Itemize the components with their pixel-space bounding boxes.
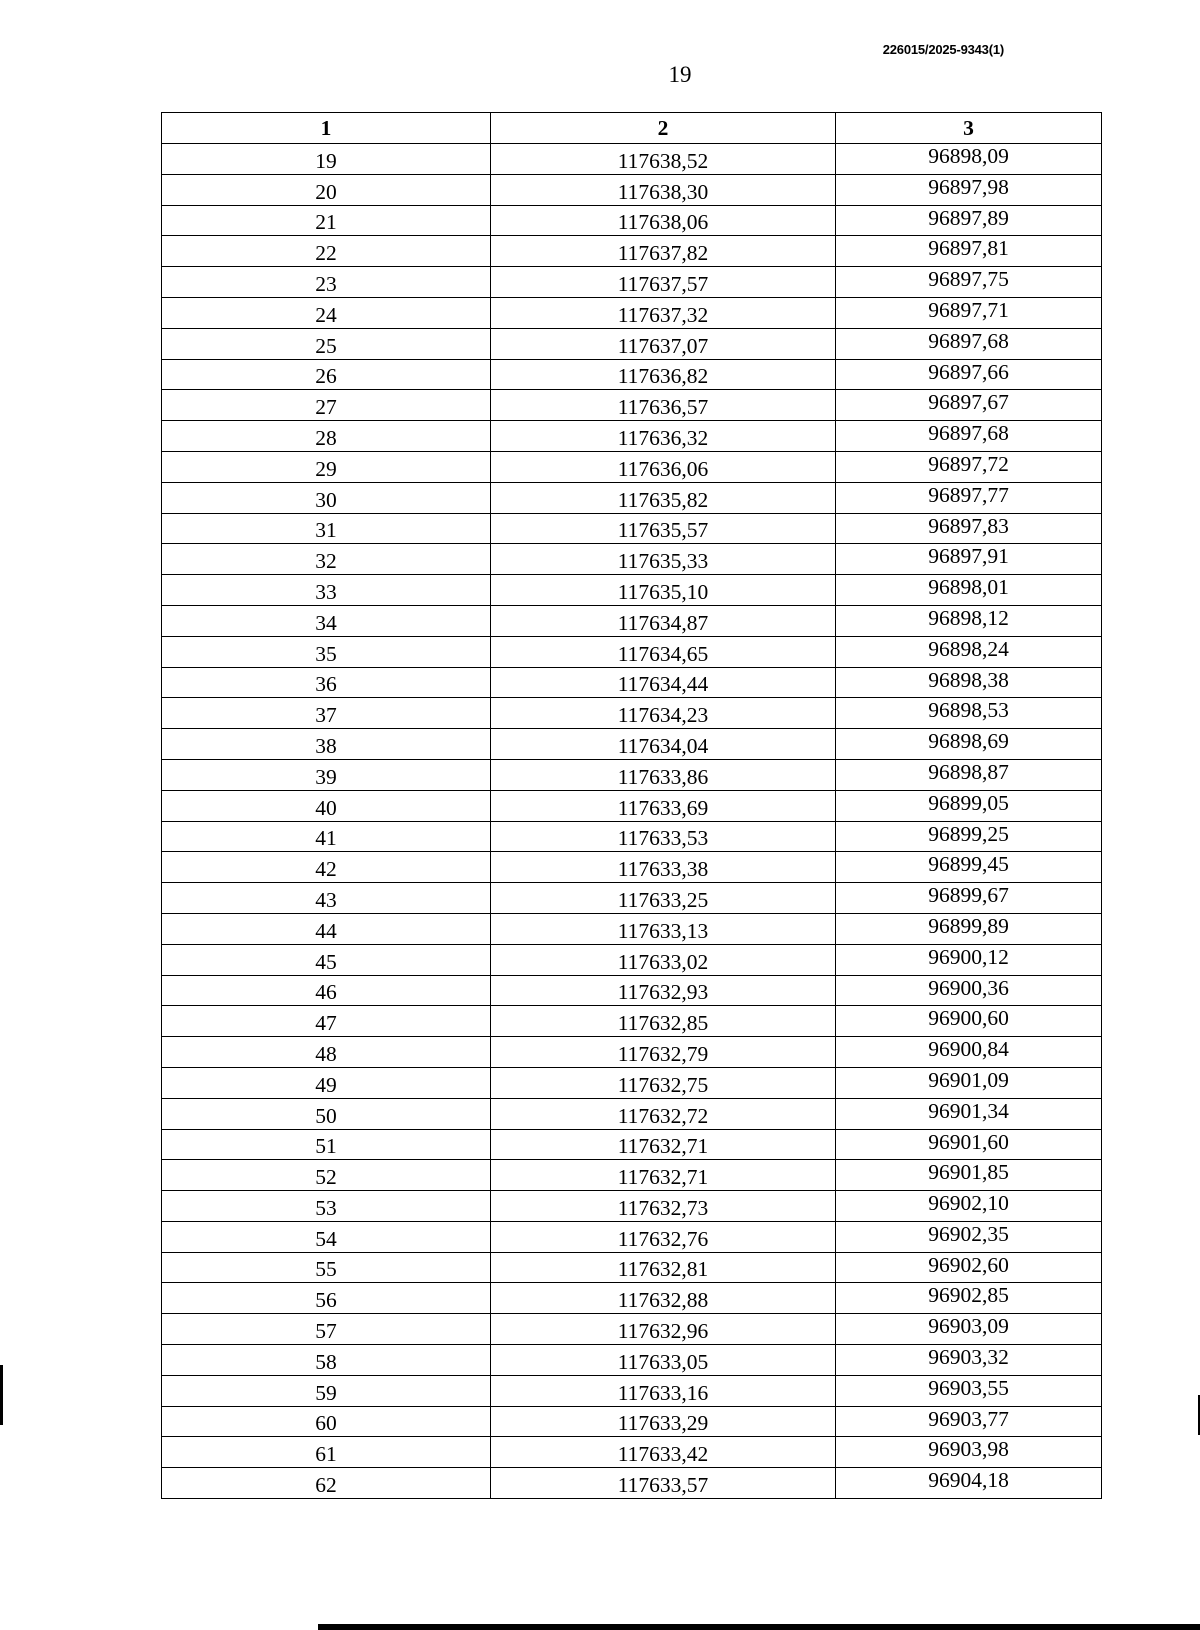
y-coordinate-cell: 96899,45 [836, 852, 1102, 883]
x-coordinate-cell: 117633,16 [491, 1375, 836, 1406]
y-coordinate-cell: 96899,25 [836, 821, 1102, 852]
x-coordinate-cell: 117635,33 [491, 544, 836, 575]
document-reference-number: 226015/2025-9343(1) [882, 42, 1004, 57]
x-coordinate-cell: 117634,87 [491, 605, 836, 636]
point-number-cell: 53 [162, 1191, 491, 1222]
x-coordinate-cell: 117632,76 [491, 1221, 836, 1252]
x-coordinate-cell: 117632,71 [491, 1129, 836, 1160]
y-coordinate-cell: 96898,09 [836, 144, 1102, 175]
y-coordinate-cell: 96902,35 [836, 1221, 1102, 1252]
point-number-cell: 55 [162, 1252, 491, 1283]
x-coordinate-cell: 117638,06 [491, 205, 836, 236]
y-coordinate-cell: 96898,01 [836, 575, 1102, 606]
x-coordinate-cell: 117635,10 [491, 575, 836, 606]
table-row [162, 729, 1102, 760]
table-row [162, 698, 1102, 729]
table-row [162, 1468, 1102, 1499]
point-number-cell: 50 [162, 1098, 491, 1129]
point-number-cell: 27 [162, 390, 491, 421]
y-coordinate-cell: 96899,67 [836, 883, 1102, 914]
x-coordinate-cell: 117633,02 [491, 944, 836, 975]
y-coordinate-cell: 96902,60 [836, 1252, 1102, 1283]
table-row [162, 883, 1102, 914]
point-number-cell: 33 [162, 575, 491, 606]
y-coordinate-cell: 96902,10 [836, 1191, 1102, 1222]
y-coordinate-cell: 96904,18 [836, 1468, 1102, 1499]
point-number-cell: 30 [162, 482, 491, 513]
y-coordinate-cell: 96898,53 [836, 698, 1102, 729]
x-coordinate-cell: 117633,29 [491, 1406, 836, 1437]
y-coordinate-cell: 96897,68 [836, 421, 1102, 452]
x-coordinate-cell: 117633,38 [491, 852, 836, 883]
table-row [162, 852, 1102, 883]
y-coordinate-cell: 96903,32 [836, 1345, 1102, 1376]
table-body [162, 144, 1102, 1499]
table-row [162, 1437, 1102, 1468]
scan-margin-mark [0, 1365, 3, 1425]
point-number-cell: 60 [162, 1406, 491, 1437]
table-row [162, 1252, 1102, 1283]
table-row [162, 1283, 1102, 1314]
x-coordinate-cell: 117633,05 [491, 1345, 836, 1376]
x-coordinate-cell: 117632,96 [491, 1314, 836, 1345]
y-coordinate-cell: 96901,34 [836, 1098, 1102, 1129]
y-coordinate-cell: 96897,71 [836, 297, 1102, 328]
table-row [162, 236, 1102, 267]
point-number-cell: 54 [162, 1221, 491, 1252]
y-coordinate-cell: 96897,68 [836, 328, 1102, 359]
column-header-1: 1 [162, 113, 491, 144]
point-number-cell: 41 [162, 821, 491, 852]
point-number-cell: 19 [162, 144, 491, 175]
y-coordinate-cell: 96897,98 [836, 174, 1102, 205]
x-coordinate-cell: 117632,93 [491, 975, 836, 1006]
point-number-cell: 39 [162, 759, 491, 790]
y-coordinate-cell: 96903,55 [836, 1375, 1102, 1406]
y-coordinate-cell: 96897,83 [836, 513, 1102, 544]
point-number-cell: 59 [162, 1375, 491, 1406]
point-number-cell: 57 [162, 1314, 491, 1345]
y-coordinate-cell: 96897,66 [836, 359, 1102, 390]
table-row [162, 1191, 1102, 1222]
table-row [162, 359, 1102, 390]
x-coordinate-cell: 117632,71 [491, 1160, 836, 1191]
table-row [162, 544, 1102, 575]
point-number-cell: 24 [162, 297, 491, 328]
point-number-cell: 52 [162, 1160, 491, 1191]
table-row [162, 1160, 1102, 1191]
point-number-cell: 20 [162, 174, 491, 205]
y-coordinate-cell: 96903,98 [836, 1437, 1102, 1468]
point-number-cell: 29 [162, 451, 491, 482]
y-coordinate-cell: 96898,12 [836, 605, 1102, 636]
point-number-cell: 25 [162, 328, 491, 359]
point-number-cell: 42 [162, 852, 491, 883]
x-coordinate-cell: 117637,07 [491, 328, 836, 359]
scan-bottom-edge [318, 1624, 1200, 1630]
x-coordinate-cell: 117632,88 [491, 1283, 836, 1314]
y-coordinate-cell: 96898,69 [836, 729, 1102, 760]
x-coordinate-cell: 117635,57 [491, 513, 836, 544]
x-coordinate-cell: 117632,85 [491, 1006, 836, 1037]
y-coordinate-cell: 96900,12 [836, 944, 1102, 975]
table-row [162, 1406, 1102, 1437]
y-coordinate-cell: 96898,38 [836, 667, 1102, 698]
point-number-cell: 62 [162, 1468, 491, 1499]
y-coordinate-cell: 96899,89 [836, 913, 1102, 944]
table-row [162, 1037, 1102, 1068]
point-number-cell: 61 [162, 1437, 491, 1468]
point-number-cell: 26 [162, 359, 491, 390]
table-row [162, 328, 1102, 359]
y-coordinate-cell: 96900,36 [836, 975, 1102, 1006]
table-row [162, 913, 1102, 944]
table-row [162, 421, 1102, 452]
table-row [162, 451, 1102, 482]
x-coordinate-cell: 117632,79 [491, 1037, 836, 1068]
x-coordinate-cell: 117633,86 [491, 759, 836, 790]
y-coordinate-cell: 96898,87 [836, 759, 1102, 790]
x-coordinate-cell: 117632,72 [491, 1098, 836, 1129]
x-coordinate-cell: 117633,53 [491, 821, 836, 852]
table-row [162, 1006, 1102, 1037]
x-coordinate-cell: 117637,57 [491, 267, 836, 298]
x-coordinate-cell: 117635,82 [491, 482, 836, 513]
point-number-cell: 28 [162, 421, 491, 452]
y-coordinate-cell: 96901,09 [836, 1067, 1102, 1098]
table-row [162, 790, 1102, 821]
y-coordinate-cell: 96901,60 [836, 1129, 1102, 1160]
point-number-cell: 23 [162, 267, 491, 298]
y-coordinate-cell: 96897,91 [836, 544, 1102, 575]
table-row [162, 297, 1102, 328]
point-number-cell: 48 [162, 1037, 491, 1068]
y-coordinate-cell: 96897,67 [836, 390, 1102, 421]
x-coordinate-cell: 117636,32 [491, 421, 836, 452]
y-coordinate-cell: 96899,05 [836, 790, 1102, 821]
point-number-cell: 51 [162, 1129, 491, 1160]
table-row [162, 1345, 1102, 1376]
x-coordinate-cell: 117638,52 [491, 144, 836, 175]
point-number-cell: 37 [162, 698, 491, 729]
x-coordinate-cell: 117637,32 [491, 297, 836, 328]
point-number-cell: 32 [162, 544, 491, 575]
table-row [162, 205, 1102, 236]
point-number-cell: 31 [162, 513, 491, 544]
point-number-cell: 35 [162, 636, 491, 667]
table-row [162, 390, 1102, 421]
y-coordinate-cell: 96900,84 [836, 1037, 1102, 1068]
table-row [162, 759, 1102, 790]
table-row [162, 482, 1102, 513]
point-number-cell: 45 [162, 944, 491, 975]
x-coordinate-cell: 117634,65 [491, 636, 836, 667]
table-header-row [162, 113, 1102, 144]
y-coordinate-cell: 96897,81 [836, 236, 1102, 267]
point-number-cell: 44 [162, 913, 491, 944]
y-coordinate-cell: 96897,72 [836, 451, 1102, 482]
y-coordinate-cell: 96897,89 [836, 205, 1102, 236]
table-row [162, 944, 1102, 975]
column-header-2: 2 [491, 113, 836, 144]
table-row [162, 1129, 1102, 1160]
table-row [162, 636, 1102, 667]
point-number-cell: 58 [162, 1345, 491, 1376]
x-coordinate-cell: 117633,57 [491, 1468, 836, 1499]
column-header-3: 3 [836, 113, 1102, 144]
x-coordinate-cell: 117636,06 [491, 451, 836, 482]
x-coordinate-cell: 117634,23 [491, 698, 836, 729]
point-number-cell: 40 [162, 790, 491, 821]
x-coordinate-cell: 117638,30 [491, 174, 836, 205]
table-row [162, 575, 1102, 606]
x-coordinate-cell: 117636,57 [491, 390, 836, 421]
table-row [162, 1314, 1102, 1345]
table-row [162, 821, 1102, 852]
table-row [162, 975, 1102, 1006]
table-row [162, 1221, 1102, 1252]
y-coordinate-cell: 96902,85 [836, 1283, 1102, 1314]
point-number-cell: 47 [162, 1006, 491, 1037]
x-coordinate-cell: 117632,75 [491, 1067, 836, 1098]
point-number-cell: 43 [162, 883, 491, 914]
x-coordinate-cell: 117632,81 [491, 1252, 836, 1283]
x-coordinate-cell: 117633,13 [491, 913, 836, 944]
table-row [162, 605, 1102, 636]
table-row [162, 1098, 1102, 1129]
point-number-cell: 56 [162, 1283, 491, 1314]
table-row [162, 267, 1102, 298]
y-coordinate-cell: 96903,77 [836, 1406, 1102, 1437]
x-coordinate-cell: 117633,42 [491, 1437, 836, 1468]
coordinates-table [161, 112, 1102, 1499]
y-coordinate-cell: 96900,60 [836, 1006, 1102, 1037]
y-coordinate-cell: 96897,75 [836, 267, 1102, 298]
table-row [162, 1067, 1102, 1098]
point-number-cell: 38 [162, 729, 491, 760]
x-coordinate-cell: 117632,73 [491, 1191, 836, 1222]
x-coordinate-cell: 117634,44 [491, 667, 836, 698]
y-coordinate-cell: 96898,24 [836, 636, 1102, 667]
point-number-cell: 22 [162, 236, 491, 267]
point-number-cell: 49 [162, 1067, 491, 1098]
y-coordinate-cell: 96901,85 [836, 1160, 1102, 1191]
table-row [162, 667, 1102, 698]
table-row [162, 144, 1102, 175]
page-number: 19 [668, 62, 692, 87]
x-coordinate-cell: 117633,25 [491, 883, 836, 914]
point-number-cell: 34 [162, 605, 491, 636]
table-row [162, 1375, 1102, 1406]
x-coordinate-cell: 117634,04 [491, 729, 836, 760]
x-coordinate-cell: 117633,69 [491, 790, 836, 821]
x-coordinate-cell: 117636,82 [491, 359, 836, 390]
table-row [162, 174, 1102, 205]
point-number-cell: 36 [162, 667, 491, 698]
point-number-cell: 21 [162, 205, 491, 236]
point-number-cell: 46 [162, 975, 491, 1006]
y-coordinate-cell: 96903,09 [836, 1314, 1102, 1345]
table-row [162, 513, 1102, 544]
x-coordinate-cell: 117637,82 [491, 236, 836, 267]
y-coordinate-cell: 96897,77 [836, 482, 1102, 513]
